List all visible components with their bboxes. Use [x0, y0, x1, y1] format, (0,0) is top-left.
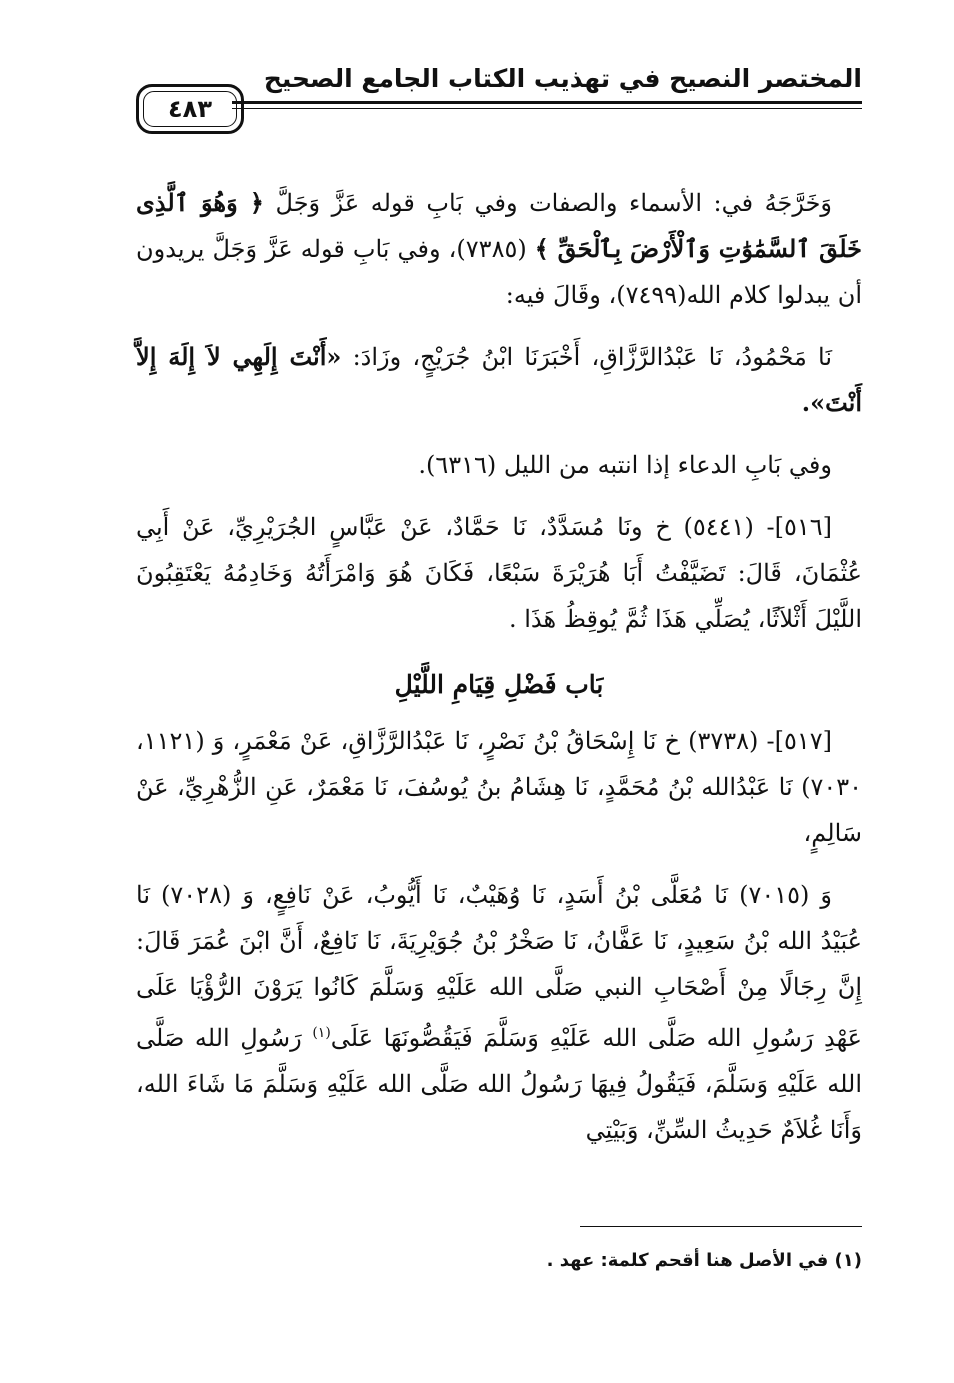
paragraph-1-text-a: وَخَرَّجَهُ في: الأسماء والصفات وفي بَابِ قوله عَزَّ وَجَلَّ [275, 189, 832, 217]
paragraph-4-hadith-516: [٥١٦]- (٥٤٤١) خ ونَا مُسَدَّدٌ، نَا حَمَّادٌ، عَنْ عَبَّاسٍ الجُرَيْرِيِّ، عَنْ أَبِي عُثْمَانَ، قَالَ: تَضَيَّفْتُ أَبَا هُرَيْرَةَ سَبْعًا، فَكَانَ هُوَ وَامْرَأَتُهُ وَخَادِمُهُ يَعْتَقِبُونَ اللَّيْلَ أَثْلاَثًا، يُصَلِّي هَذَا ثُمَّ يُوقِظُ هَذَا . [136, 513, 862, 633]
page-number: ٤٨٣ [168, 95, 212, 123]
running-title: المختصر النصيح في تهذيب الكتاب الجامع الصحيح [263, 64, 862, 93]
paragraph-6-text-b: رَسُولِ الله صَلَّى الله عَلَيْهِ وَسَلَّمَ، فَيَقُولُ فِيهَا رَسُولُ الله صَلَّى الله عَلَيْهِ وَسَلَّمَ مَا شَاءَ الله، وَأَنَا غُلاَمٌ حَدِيثُ السِّنِّ، وَبَيْتِي [136, 1024, 863, 1144]
paragraph-1-text-b: (٧٣٨٥)، وفي بَابِ قوله عَزَّ وَجَلَّ يريدون أن يبدلوا كلام الله(٧٤٩٩)، وقَالَ فيه: [136, 235, 862, 309]
paragraph-3: وفي بَابِ الدعاء إذا انتبه من الليل (٦٣١٦). [418, 451, 832, 479]
main-text [136, 180, 862, 1169]
paragraph-5-hadith-517: [٥١٧]- (٣٧٣٨) خ نَا إِسْحَاقُ بْنُ نَصْرٍ، نَا عَبْدُالرَّزَّاقِ، عَنْ مَعْمَرٍ، وَ (١١٢١، ٧٠٣٠) نَا عَبْدُالله بْنُ مُحَمَّدٍ، نَا هِشَامُ بنُ يُوسُفَ، نَا مَعْمَرٌ، عَنِ الزُّهْرِيِّ، عَنْ سَالِمٍ، [136, 727, 862, 847]
header-rule-thin [232, 108, 862, 109]
paragraph-6-text-a: وَ (٧٠١٥) نَا مُعَلَّى بْنُ أَسَدٍ، نَا وُهَيْبٌ، نَا أَيُّوبُ، عَنْ نَافِعٍ، وَ (٧٠٢٨) نَا عُبَيْدُ الله بْنُ سَعِيدٍ، نَا عَفَّانُ، نَا صَخْرُ بْنُ جُوَيْرِيَةَ، نَا نَافِعٌ، أَنَّ ابْنَ عُمَرَ قَالَ: إِنَّ رِجَالًا مِنْ أَصْحَابِ النبي صَلَّى الله عَلَيْهِ وَسَلَّمَ كَانُوا يَرَوْنَ الرُّؤْيَا عَلَى عَهْدِ رَسُولِ الله صَلَّى الله عَلَيْهِ وَسَلَّمَ فَيَقُصُّونَهَا عَلَى [136, 881, 862, 1052]
footnote: (١) في الأصل هنا أقحم كلمة: عهد . [546, 1250, 862, 1271]
header-rule [232, 101, 862, 111]
quran-verse: ﴿ وَهُوَ ٱلَّذِى خَلَقَ ٱلسَّمَٰوَٰتِ وَٱلْأَرْضَ بِٱلْحَقِّ ﴾ [136, 188, 862, 263]
paragraph-2-text: نَا مَحْمُودُ، نَا عَبْدُالرَّزَّاقِ، أَخْبَرَنَا ابْنُ جُرَيْجٍ، وزَادَ: [352, 343, 832, 371]
paragraph-1 [136, 180, 862, 318]
paragraph-6 [136, 872, 862, 1153]
paragraph-2 [136, 334, 862, 426]
paragraph-2-quote: «أَنْتَ إِلَهِي لاَ إِلَهَ إِلاَّ أَنْتَ». [136, 342, 862, 417]
page-number-frame [136, 84, 244, 134]
header-rule-thick [232, 101, 862, 104]
footnote-reference: (١) [312, 1025, 331, 1041]
section-title: بَاب فَضْلِ قِيَامِ اللَّيْلِ [394, 670, 604, 699]
footnote-rule [580, 1226, 862, 1227]
